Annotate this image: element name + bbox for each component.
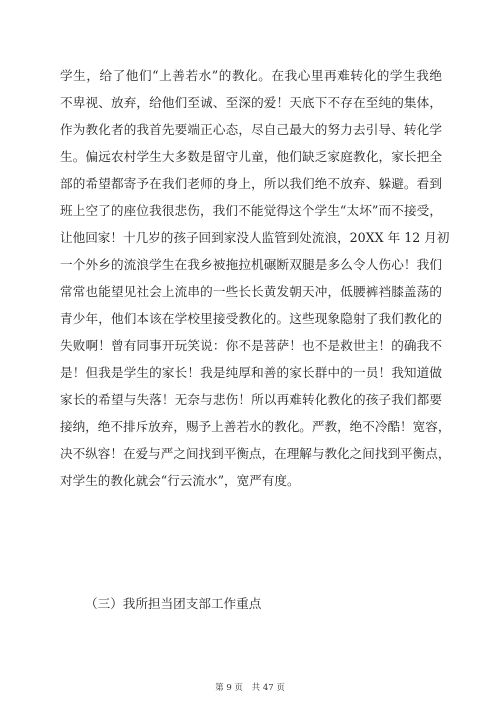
text-line: 是！但我是学生的家长！我是纯厚和善的家长群中的一员！我知道做 (60, 365, 442, 380)
text-line: 让他回家！十几岁的孩子回到家没人监管到处流浪，20XX 年 12 月初 (60, 230, 450, 245)
text-line: 学生，给了他们“上善若水”的教化。在我心里再难转化的学生我绝 (60, 68, 442, 83)
text-line: 不卑视、放弃，给他们至诚、至深的爱！天底下不存在至纯的集体， (60, 95, 442, 110)
text-line: 常常也能望见社会上流串的一些长长黄发朝天冲，低腰裤裆膝盖荡的 (60, 284, 442, 299)
text-line: 作为教化者的我首先要端正心态，尽自己最大的努力去引导、转化学 (60, 122, 442, 137)
text-line: 青少年，他们本该在学校里接受教化的。这些现象隐射了我们教化的 (60, 311, 442, 326)
page-number: 第 9 页 (215, 683, 243, 693)
section-heading: （三）我所担当团支部工作重点 (85, 596, 262, 611)
text-line: 生。偏远农村学生大多数是留守儿童，他们缺乏家庭教化，家长把全 (60, 149, 442, 164)
text-line: 部的希望都寄予在我们老师的身上，所以我们绝不放弃、躲避。看到 (60, 176, 442, 191)
text-line: 决不纵容！在爱与严之间找到平衡点，在理解与教化之间找到平衡点， (60, 446, 451, 461)
text-line: 一个外乡的流浪学生在我乡被拖拉机碾断双腿是多么令人伤心！我们 (60, 257, 442, 272)
text-line: 接纳，绝不排斥放弃，赐予上善若水的教化。严教，绝不冷酷！宽容， (60, 419, 451, 434)
text-line: 失败啊！曾有同事开玩笑说：你不是菩萨！也不是救世主！的确我不 (60, 338, 442, 353)
text-line: 对学生的教化就会“行云流水”，宽严有度。 (60, 473, 300, 488)
page-total: 共 47 页 (251, 683, 285, 693)
body-paragraph (60, 62, 451, 494)
page-footer (0, 681, 500, 693)
text-line: 家长的希望与失落！无奈与悲伤！所以再难转化教化的孩子我们都要 (60, 392, 442, 407)
text-line: 班上空了的座位我很悲伤，我们不能觉得这个学生“太坏”而不接受， (60, 203, 442, 218)
